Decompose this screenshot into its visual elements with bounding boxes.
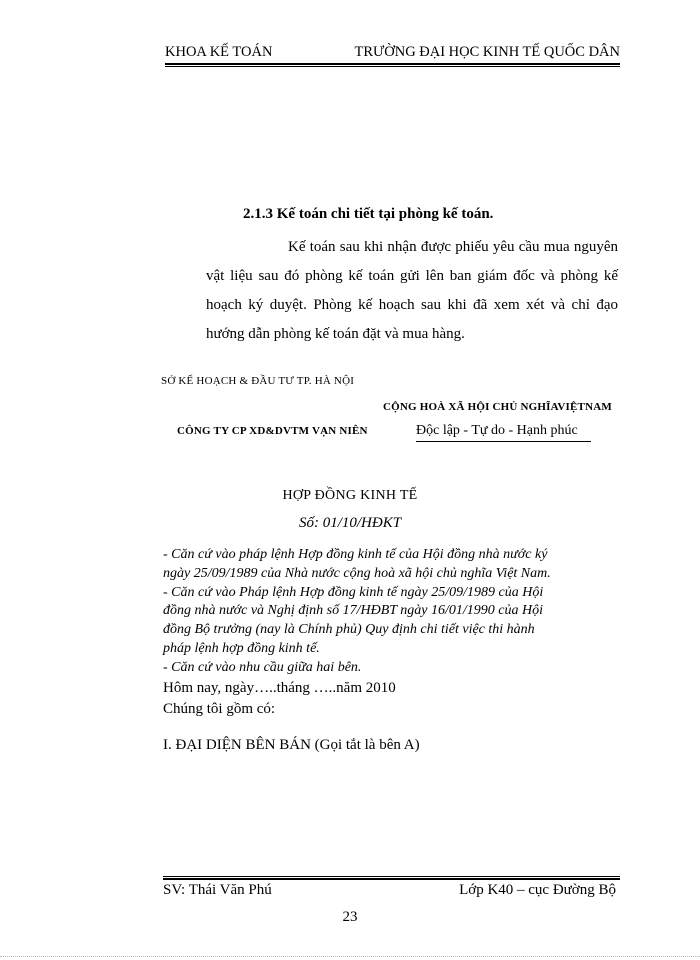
page-header <box>165 44 620 64</box>
motto-underline <box>416 441 591 442</box>
contract-number: Số: 01/10/HĐKT <box>298 515 402 531</box>
party-a-heading: I. ĐẠI DIỆN BÊN BÁN (Gọi tắt là bên A) <box>163 737 420 753</box>
basis-line: đồng nhà nước và Nghị định số 17/HĐBT ngày 16/01/1990 của Hội <box>163 603 544 619</box>
footer-rule-thin <box>163 876 620 877</box>
header-university: TRƯỜNG ĐẠI HỌC KINH TẾ QUỐC DÂN <box>354 44 620 60</box>
header-rule-thick <box>165 63 620 65</box>
footer-rule-thick <box>163 878 620 880</box>
national-motto: Độc lập - Tự do - Hạnh phúc <box>416 423 578 438</box>
department-name: SỞ KẾ HOẠCH & ĐẦU TƯ TP. HÀ NỘI <box>161 375 355 387</box>
section-title: 2.1.3 Kế toán chi tiết tại phòng kế toán. <box>243 206 494 222</box>
paragraph-text: Kế toán sau khi nhận được phiếu yêu cầu mua nguyên vật liệu sau đó phòng kế toán gửi lên ban giám đốc và phòng kế hoạch ký duyệt. Phòng kế hoạch sau khi đã xem xét và chỉ đạo hướng dẫn phòng kế toán đặt và mua hàng. <box>206 239 618 342</box>
basis-line: - Căn cứ vào pháp lệnh Hợp đồng kinh tế của Hội đồng nhà nước ký <box>163 547 548 562</box>
basis-line: - Căn cứ vào nhu cầu giữa hai bên. <box>163 659 362 675</box>
contract-date: Hôm nay, ngày…..tháng …..năm 2010 <box>163 680 396 696</box>
basis-line: pháp lệnh hợp đồng kinh tế. <box>163 640 320 656</box>
header-rule-thin <box>165 66 620 67</box>
contract-basis <box>163 546 623 678</box>
header-faculty: KHOA KẾ TOÁN <box>165 44 273 60</box>
page-number: 23 <box>342 909 358 925</box>
contract-title: HỢP ĐỒNG KINH TẾ <box>282 488 418 503</box>
footer-class: Lớp K40 – cục Đường Bộ <box>459 882 616 898</box>
basis-line: đồng Bộ trưởng (nay là Chính phủ) Quy định chi tiết việc thi hành <box>163 622 535 638</box>
company-name: CÔNG TY CP XD&DVTM VẠN NIÊN <box>177 425 368 437</box>
basis-line: - Căn cứ vào Pháp lệnh Hợp đồng kinh tế ngày 25/09/1989 của Hội <box>163 584 544 600</box>
parties-intro: Chúng tôi gồm có: <box>163 701 276 717</box>
footer-student: SV: Thái Văn Phú <box>163 882 272 898</box>
section-paragraph <box>206 233 618 349</box>
basis-line: ngày 25/09/1989 của Nhà nước cộng hoà xã hội chủ nghĩa Việt Nam. <box>163 565 551 581</box>
page-boundary-line <box>0 956 700 957</box>
nation-name: CỘNG HOÀ XÃ HỘI CHỦ NGHĨAVIỆTNAM <box>383 401 612 413</box>
